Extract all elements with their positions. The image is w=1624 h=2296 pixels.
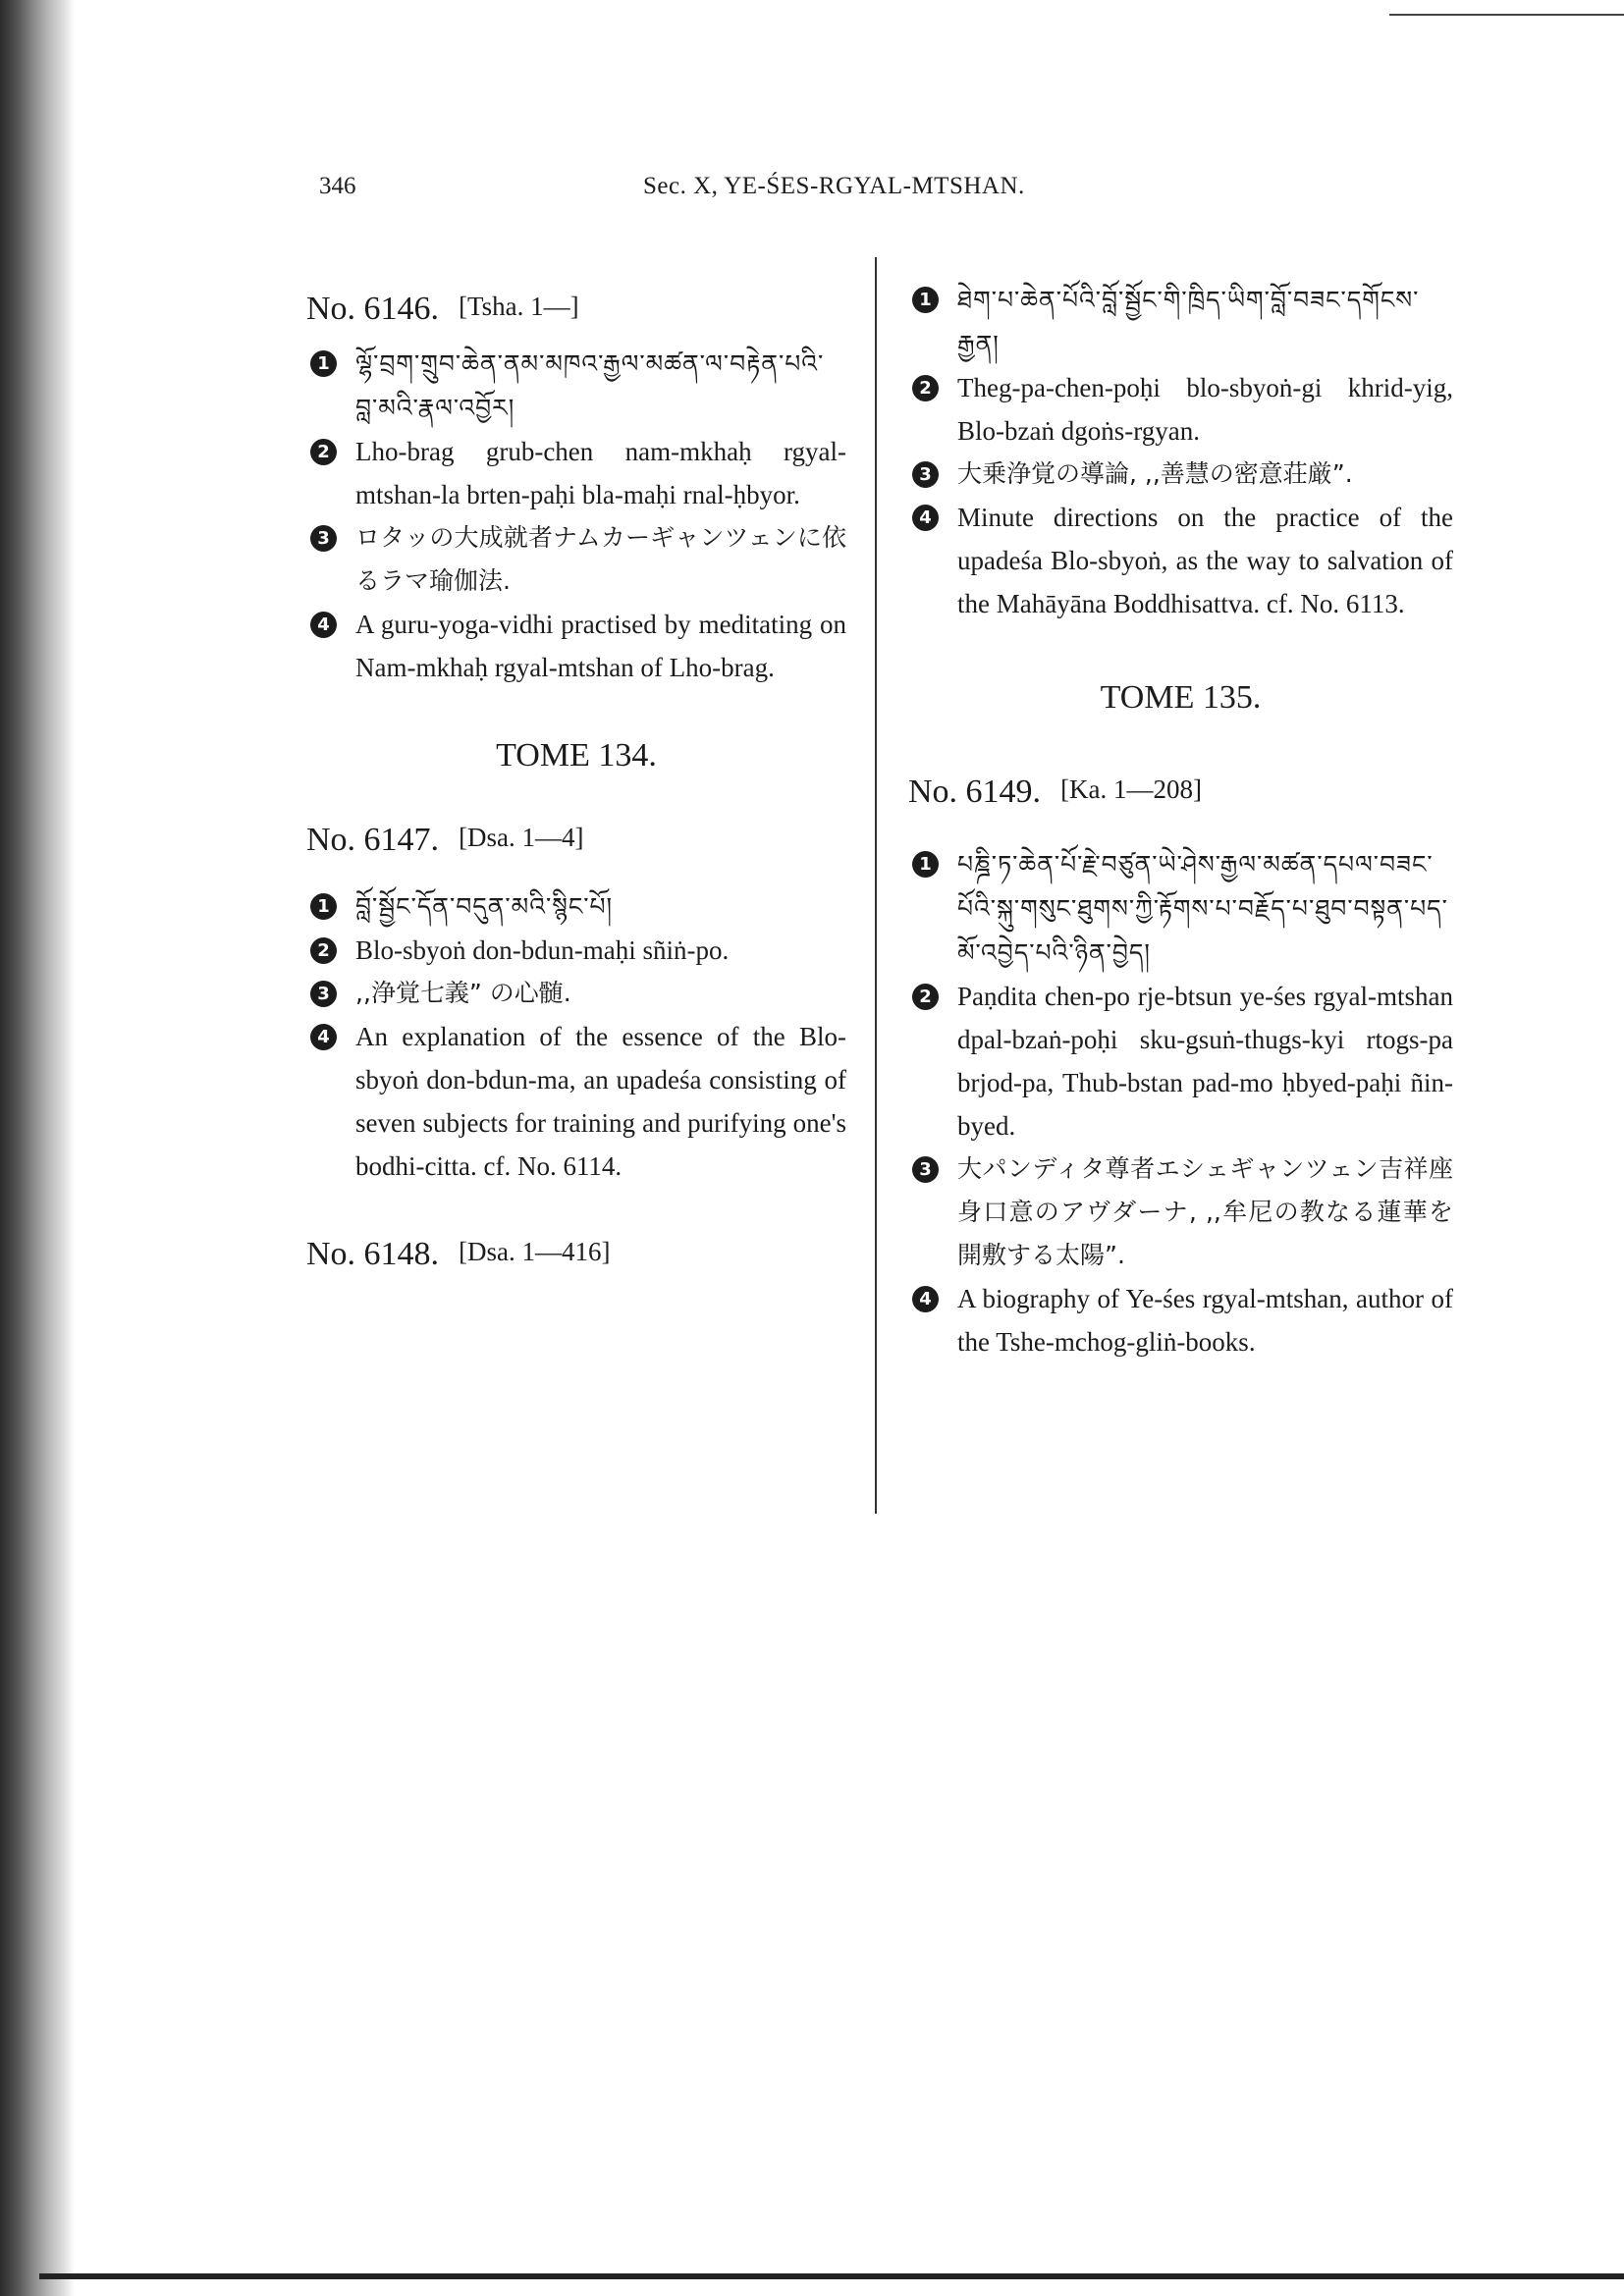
entry-reference: [Tsha. 1—] [459,292,579,321]
transliteration [908,975,1453,1148]
running-title: Sec. X, YE-ŚES-RGYAL-MTSHAN. [643,173,1025,199]
entry-6146 [306,278,846,689]
item-text: ལྷོ་བྲག་གྲུབ་ཆེན་ནམ་མཁའ་རྒྱལ་མཚན་ལ་བརྟེན་པའི་བླ་མའི་རྣལ་འབྱོར། [355,349,825,422]
circled-number: 2 [310,937,337,964]
entry-reference: [Dsa. 1—416] [459,1237,611,1266]
item-text: ,,浄覚七義” の心髄. [355,979,571,1007]
entry-heading [306,278,846,338]
item-text: A biography of Ye-śes rgyal-mtshan, author of the Tshe-mchog-gliṅ-books. [957,1284,1453,1357]
japanese-translation [908,1148,1453,1277]
transliteration [908,366,1453,453]
entry-6149 [908,761,1453,1363]
item-text: པཎྜི་ཏ་ཆེན་པོ་རྗེ་བཙུན་ཡེ་ཤེས་རྒྱལ་མཚན་དཔལ་བཟང་པོའི་སྐུ་གསུང་ཐུགས་ཀྱི་རྟོགས་པ་བརྗོད་པ་ཐུབ་བསྟན་པད་མོ་འབྱེད་པའི་ཉིན་བྱེད། [957,850,1448,967]
entry-heading [306,1223,846,1283]
circled-number: 1 [310,893,337,920]
item-text: Theg-pa-chen-poḥi blo-sbyoṅ-gi khrid-yig, Blo-bzaṅ dgoṅs-rgyan. [957,373,1453,446]
item-text: ཐེག་པ་ཆེན་པོའི་བློ་སྦྱོང་གི་ཁྲིད་ཡིག་བློ་བཟང་དགོངས་རྒྱན། [957,286,1420,358]
page-number: 346 [319,173,356,199]
circled-number: 1 [912,287,939,313]
entry-heading [306,809,846,869]
item-text: A guru-yoga-vidhi practised by meditating on Nam-mkhaḥ rgyal-mtshan of Lho-brag. [355,610,846,682]
circled-number: 4 [912,505,939,531]
circled-number: 3 [310,981,337,1007]
english-description [908,1277,1453,1363]
item-text: Lho-brag grub-chen nam-mkhaḥ rgyal-mtshan-la brten-paḥi bla-maḥi rnal-ḥbyor. [355,437,846,509]
bottom-edge-rule [39,2273,1624,2279]
entry-6147 [306,809,846,1188]
column-divider [875,257,877,1514]
circled-number: 1 [912,851,939,878]
right-column [908,278,1453,1363]
transliteration [306,430,846,516]
entry-heading [908,761,1453,821]
tome-heading: TOME 135. [1100,679,1262,716]
japanese-translation [306,516,846,603]
item-text: Paṇdita chen-po rje-btsun ye-śes rgyal-mtshan dpal-bzaṅ-poḥi sku-gsuṅ-thugs-kyi rtogs-pa brjod-pa, Thub-bstan pad-mo ḥbyed-paḥi ñin-byed. [957,982,1453,1141]
book-spine-shadow [0,0,75,2296]
entry-number: No. 6147. [306,822,440,858]
entry-reference: [Ka. 1—208] [1060,774,1203,804]
circled-number: 4 [912,1286,939,1312]
circled-number: 2 [310,439,337,465]
circled-number: 1 [310,350,337,377]
entry-6148-body [908,278,1453,625]
tome-heading: TOME 134. [496,737,657,774]
item-text: Minute directions on the practice of the upadeśa Blo-sbyoṅ, as the way to salvation of the Mahāyāna Boddhisattva. cf. No. 6113. [957,503,1453,618]
english-description [908,496,1453,625]
english-description [306,1015,846,1188]
entry-number: No. 6149. [908,774,1042,810]
japanese-translation [908,453,1453,496]
item-text: 大パンディタ尊者エシェギャンツェン吉祥座身口意のアヴダーナ, ,,牟尼の教なる蓮華を開敷する太陽”. [957,1154,1453,1269]
transliteration [306,929,846,972]
top-edge-rule [1389,14,1624,16]
circled-number: 4 [310,612,337,638]
item-text: 大乗浄覚の導論, ,,善慧の密意荘厳”. [957,459,1353,488]
item-text: བློ་སྦྱོང་དོན་བདུན་མའི་སྙིང་པོ། [355,892,614,921]
tibetan-title [908,278,1453,366]
entry-6148-heading [306,1223,846,1283]
circled-number: 3 [912,1156,939,1183]
circled-number: 3 [310,525,337,552]
item-text: An explanation of the essence of the Blo-sbyoṅ don-bdun-ma, an upadeśa consisting of seven subjects for training and purifying one's bodhi-citta. cf. No. 6114. [355,1022,846,1181]
tibetan-title [908,842,1453,975]
circled-number: 2 [912,984,939,1010]
tibetan-title [306,884,846,929]
tibetan-title [306,342,846,430]
entry-reference: [Dsa. 1—4] [459,823,584,852]
item-text: ロタッの大成就者ナムカーギャンツェンに依るラマ瑜伽法. [355,523,846,595]
circled-number: 2 [912,375,939,401]
japanese-translation [306,972,846,1015]
entry-number: No. 6148. [306,1236,440,1272]
english-description [306,603,846,689]
circled-number: 4 [310,1024,337,1050]
item-text: Blo-sbyoṅ don-bdun-maḥi sñiṅ-po. [355,935,730,965]
entry-number: No. 6146. [306,291,440,327]
left-column [306,278,846,1283]
circled-number: 3 [912,461,939,488]
